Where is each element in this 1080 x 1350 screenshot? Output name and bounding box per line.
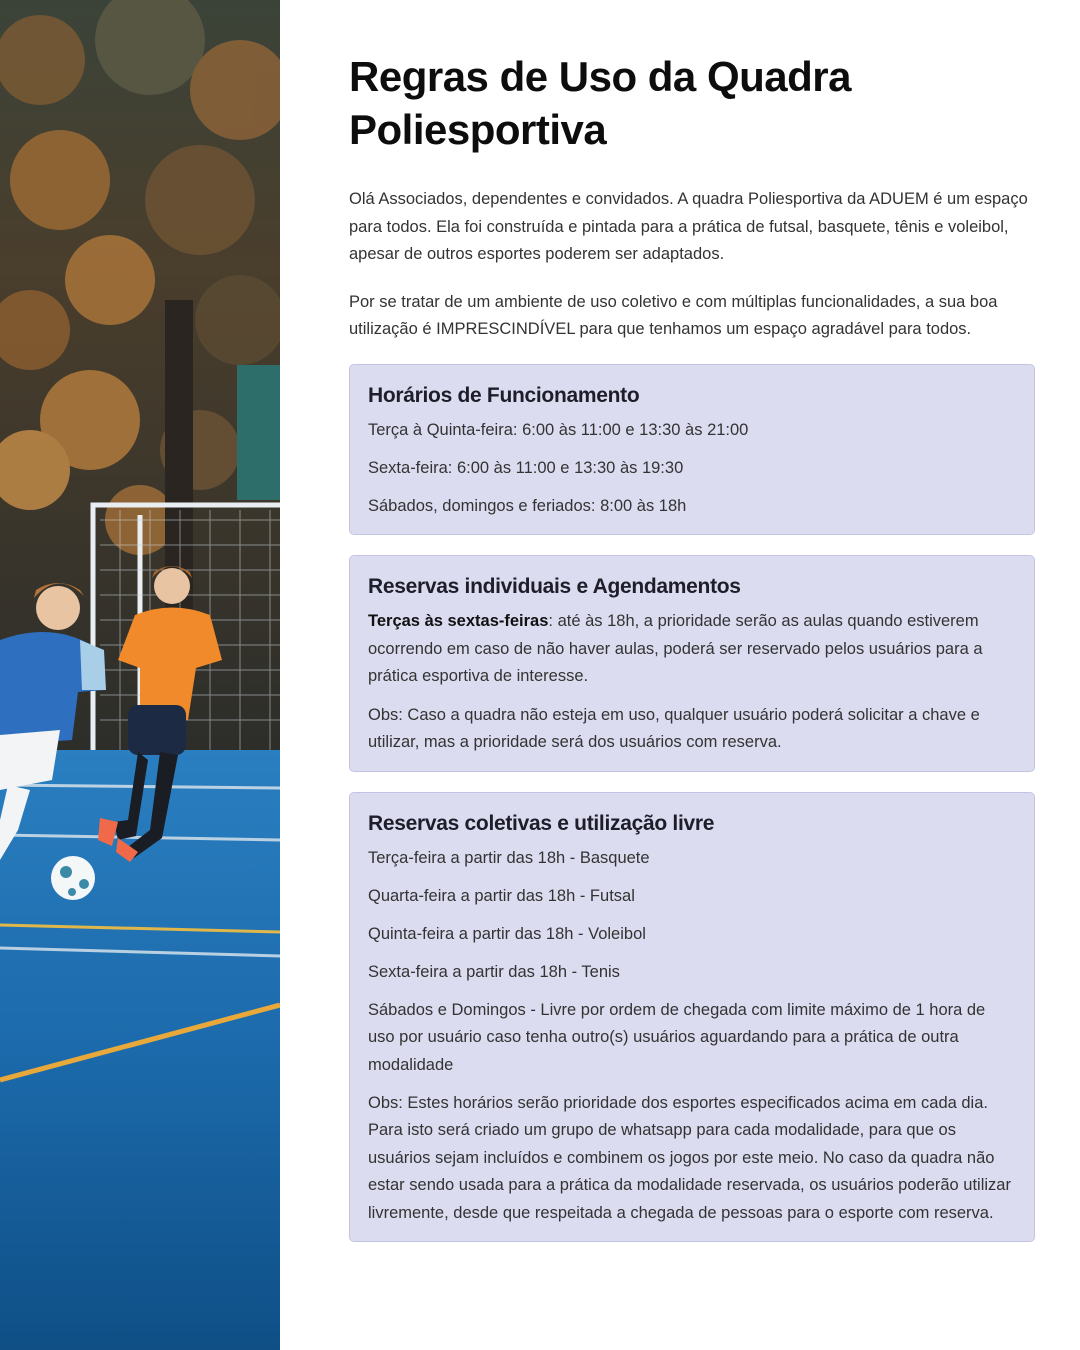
horario-line: Sábados, domingos e feriados: 8:00 às 18h [368, 496, 687, 515]
horario-line: Sexta-feira: 6:00 às 11:00 e 13:30 às 19:30 [368, 458, 684, 477]
coletiva-line: Terça-feira a partir das 18h - Basquete [368, 848, 650, 867]
soccer-players-photo [0, 0, 280, 1350]
individuais-days-bold: Terças às sextas-feiras [368, 612, 549, 630]
card-reservas-coletivas [349, 792, 1035, 1243]
coletiva-line: Sexta-feira a partir das 18h - Tenis [368, 962, 620, 981]
page-title: Regras de Uso da Quadra Poliesportiva [349, 53, 851, 153]
individuais-rule-text: : até às 18h, a prioridade serão as aulas quando estiverem ocorrendo em caso de não haver aulas, poderá ser reservado pelos usuários para a prática esportiva de interesse. [368, 612, 983, 685]
card-title-coletivas: Reservas coletivas e utilização livre [368, 811, 715, 835]
intro-paragraph-1: Olá Associados, dependentes e convidados. A quadra Poliesportiva da ADUEM é um espaço para todos. Ela foi construída e pintada para a prática de futsal, basquete, tênis e voleibol, apesar de outros esportes poderem ser adaptados. [349, 190, 1028, 263]
horario-line: Terça à Quinta-feira: 6:00 às 11:00 e 13:30 às 21:00 [368, 420, 749, 439]
coletivas-obs: Obs: Estes horários serão prioridade dos esportes especificados acima em cada dia. Para isto será criado um grupo de whatsapp para cada modalidade, para que os usuários sejam incluídos e combinem os jogos por este meio. No caso da quadra não estar sendo usada para a prática da modalidade reservada, os usuários poderão utilizar livremente, desde que respeitada a chegada de pessoas para o esporte com reserva. [368, 1093, 1011, 1222]
coletiva-weekend: Sábados e Domingos - Livre por ordem de chegada com limite máximo de 1 hora de uso por usuário caso tenha outro(s) usuários aguardando para a prática de outra modalidade [368, 1000, 986, 1074]
card-title-individuais: Reservas individuais e Agendamentos [368, 575, 741, 598]
rules-content [349, 50, 1035, 1242]
coletiva-line: Quarta-feira a partir das 18h - Futsal [368, 886, 635, 905]
intro-paragraph-2: Por se tratar de um ambiente de uso coletivo e com múltiplas funcionalidades, a sua boa utilização é IMPRESCINDÍVEL para que tenhamos um espaço agradável para todos. [349, 292, 998, 338]
coletiva-line: Quinta-feira a partir das 18h - Voleibol [368, 924, 646, 943]
card-reservas-individuais [349, 555, 1035, 772]
individuais-obs: Obs: Caso a quadra não esteja em uso, qualquer usuário poderá solicitar a chave e utilizar, mas a prioridade será dos usuários com reserva. [368, 705, 980, 751]
individuais-paragraph-1 [368, 608, 1016, 691]
card-title-horarios: Horários de Funcionamento [368, 383, 640, 407]
card-horarios-funcionamento [349, 364, 1035, 536]
